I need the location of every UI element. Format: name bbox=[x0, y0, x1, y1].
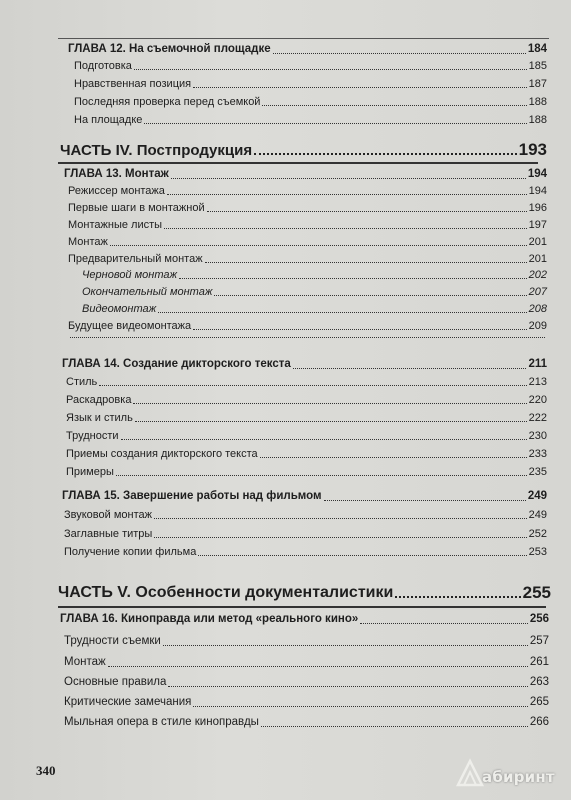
toc-entry[interactable]: Монтаж 201 bbox=[68, 236, 547, 248]
part-rule bbox=[58, 162, 538, 164]
toc-entry[interactable]: Режиссер монтажа 194 bbox=[68, 185, 547, 197]
toc-entry[interactable]: Раскадровка 220 bbox=[66, 394, 547, 406]
toc-entry[interactable]: Стиль 213 bbox=[66, 376, 547, 388]
toc-chapter-13[interactable]: ГЛАВА 13. Монтаж 194 bbox=[64, 168, 547, 180]
toc-subentry[interactable]: Видеомонтаж 208 bbox=[82, 303, 547, 315]
toc-entry[interactable]: На площадке 188 bbox=[74, 114, 547, 126]
toc-entry[interactable]: Звуковой монтаж 249 bbox=[64, 509, 547, 521]
toc-entry[interactable]: Получение копии фильма 253 bbox=[64, 546, 547, 558]
page-number: 340 bbox=[36, 763, 56, 778]
toc-chapter-15[interactable]: ГЛАВА 15. Завершение работы над фильмом 249 bbox=[62, 490, 547, 502]
toc-part-5[interactable]: ЧАСТЬ V. Особенности документалистики 255 bbox=[58, 583, 551, 602]
toc-entry[interactable]: Трудности 230 bbox=[66, 430, 547, 442]
top-rule bbox=[58, 38, 549, 39]
toc-entry[interactable]: Подготовка 185 bbox=[74, 60, 547, 72]
toc-subentry[interactable]: Окончательный монтаж 207 bbox=[82, 286, 547, 298]
toc-entry[interactable] bbox=[68, 337, 547, 340]
toc-entry[interactable]: Основные правила 263 bbox=[64, 676, 549, 688]
toc-entry[interactable]: Приемы создания дикторского текста 233 bbox=[66, 448, 547, 460]
toc-entry[interactable]: Трудности съемки 257 bbox=[64, 635, 549, 647]
toc-entry[interactable]: Будущее видеомонтажа 209 bbox=[68, 320, 547, 332]
toc-entry[interactable]: Заглавные титры 252 bbox=[64, 528, 547, 540]
toc-entry[interactable]: Монтаж 261 bbox=[64, 656, 549, 668]
toc-chapter-12[interactable]: ГЛАВА 12. На съемочной площадке 184 bbox=[68, 43, 547, 55]
toc-entry[interactable]: Примеры 235 bbox=[66, 466, 547, 478]
toc-entry[interactable]: Монтажные листы 197 bbox=[68, 219, 547, 231]
toc-entry[interactable]: Мыльная опера в стиле киноправды 266 bbox=[64, 716, 549, 728]
toc-entry[interactable]: Критические замечания 265 bbox=[64, 696, 549, 708]
toc-chapter-14[interactable]: ГЛАВА 14. Создание дикторского текста 211 bbox=[62, 358, 547, 370]
toc-subentry[interactable]: Черновой монтаж 202 bbox=[82, 269, 547, 281]
part-rule bbox=[58, 606, 546, 608]
toc-chapter-16[interactable]: ГЛАВА 16. Киноправда или метод «реального кино» 256 bbox=[60, 613, 549, 625]
toc-part-4[interactable]: ЧАСТЬ IV. Постпродукция 193 bbox=[60, 140, 547, 159]
toc-entry[interactable]: Последняя проверка перед съемкой 188 bbox=[74, 96, 547, 108]
toc-entry[interactable]: Первые шаги в монтажной 196 bbox=[68, 202, 547, 214]
toc-entry[interactable]: Предварительный монтаж 201 bbox=[68, 253, 547, 265]
toc-entry[interactable]: Язык и стиль 222 bbox=[66, 412, 547, 424]
toc-entry[interactable]: Нравственная позиция 187 bbox=[74, 78, 547, 90]
watermark-text: абиринт bbox=[482, 768, 555, 786]
